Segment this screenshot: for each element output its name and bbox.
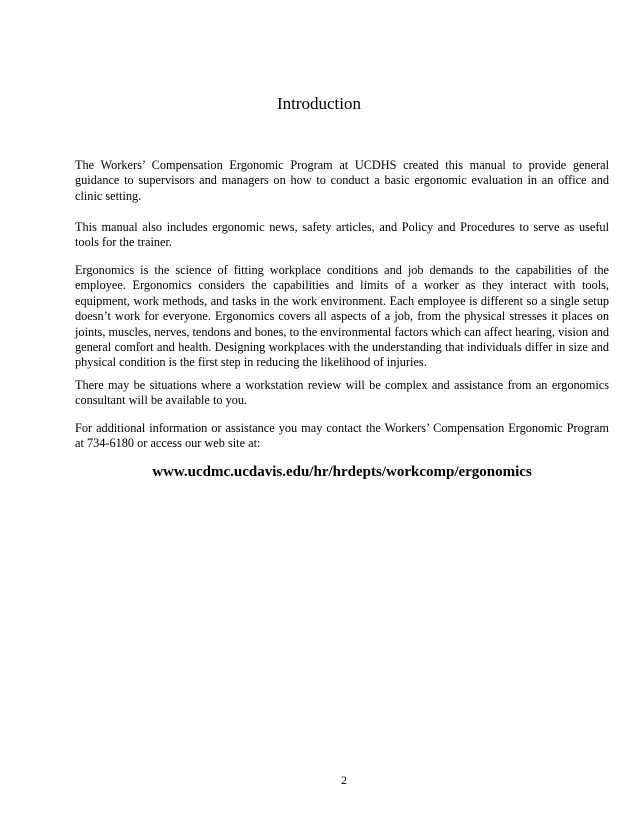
intro-paragraph-contact: For additional information or assistance you may contact the Workers’ Compensation Ergonomic Program at 734-6180 or access our web site at: <box>75 421 609 451</box>
intro-paragraph-program: The Workers’ Compensation Ergonomic Program at UCDHS created this manual to provide general guidance to supervisors and managers on how to conduct a basic ergonomic evaluation in an office and clinic setting. <box>75 158 609 203</box>
intro-paragraph-consultant: There may be situations where a workstation review will be complex and assistance from an ergonomics consultant will be available to you. <box>75 378 609 408</box>
intro-paragraph-ergonomics-definition: Ergonomics is the science of fitting workplace conditions and job demands to the capabilities of the employee. Ergonomics considers the capabilities and limits of a worker as they interact with tools, equipment, work methods, and tasks in the work environment. Each employee is different so a single setup doesn’t work for everyone. Ergonomics covers all aspects of a job, from the physical stresses it places on joints, muscles, nerves, tendons and bones, to the environmental factors which can affect hearing, vision and general comfort and health. Designing workplaces with the understanding that individuals differ in size and physical condition is the first step in reducing the likelihood of injuries. <box>75 263 609 370</box>
intro-paragraph-manual-contents: This manual also includes ergonomic news, safety articles, and Policy and Procedures to serve as useful tools for the trainer. <box>75 220 609 250</box>
page-title: Introduction <box>276 94 362 113</box>
page-number: 2 <box>341 773 347 787</box>
website-link[interactable]: www.ucdmc.ucdavis.edu/hr/hrdepts/workcomp/ergonomics <box>152 464 532 480</box>
